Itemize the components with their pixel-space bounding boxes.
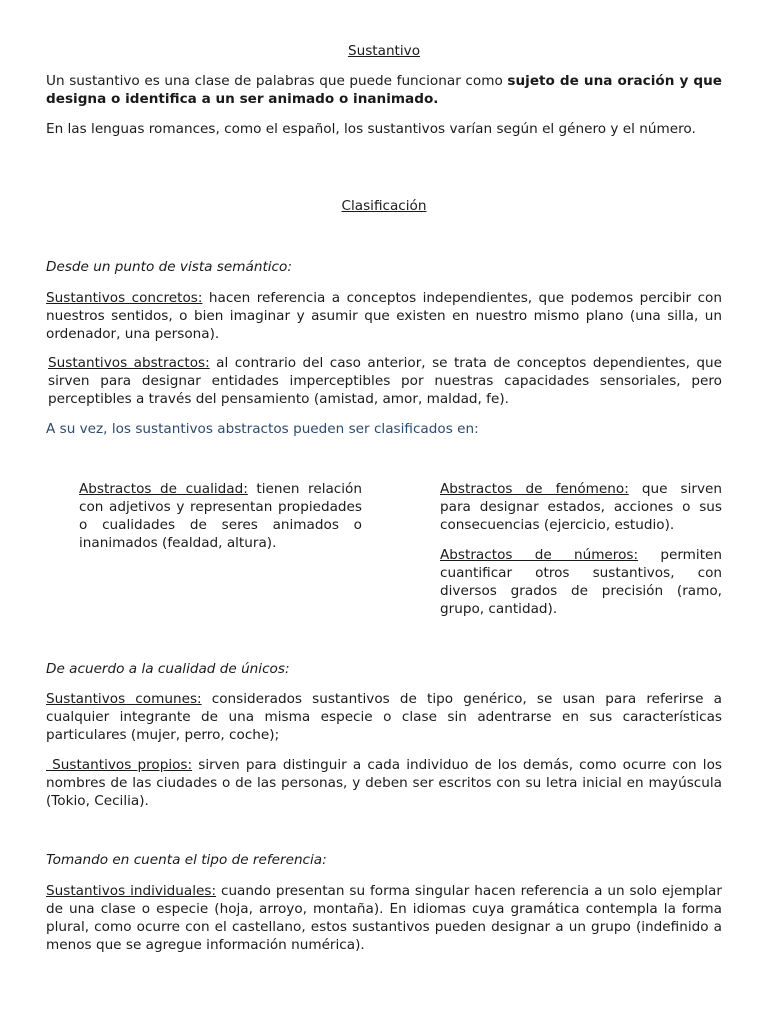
definition-paragraph <box>46 72 722 108</box>
proper-nouns-text: sirven para distinguir a cada individuo de los demás, como ocurre con los nombres de las ciudades o de las personas, y deben ser escritos con su letra inicial en mayúscula (Tokio, Cecilia). <box>46 757 722 809</box>
semantic-heading: Desde un punto de vista semántico: <box>46 259 292 275</box>
abstract-subtypes-intro: A su vez, los sustantivos abstractos pueden ser clasificados en: <box>46 421 479 437</box>
concrete-nouns-paragraph <box>46 289 722 343</box>
uniqueness-heading: De acuerdo a la cualidad de únicos: <box>46 661 290 677</box>
abstract-phenomenon-text: que sirven para designar estados, acciones o sus consecuencias (ejercicio, estudio). <box>440 481 722 533</box>
abstract-nouns-paragraph <box>48 354 722 408</box>
classification-title: Clasificación <box>341 198 427 214</box>
individual-nouns-text: cuando presentan su forma singular hacen referencia a un solo ejemplar de una clase o especie (hoja, arroyo, montaña). En idiomas cuya gramática contempla la forma plural, como ocurre con el castellano, estos sustantivos pueden designar a un grupo (indefinido a menos que se agregue información numérica). <box>46 883 722 953</box>
concrete-nouns-label: Sustantivos concretos: <box>46 290 203 306</box>
abstract-phenomenon-item <box>440 480 722 534</box>
abstract-quality-item <box>79 480 362 552</box>
abstract-numbers-text: permiten cuantificar otros sustantivos, con diversos grados de precisión (ramo, grupo, cantidad). <box>440 547 723 617</box>
reference-heading: Tomando en cuenta el tipo de referencia: <box>46 852 327 868</box>
common-nouns-text: considerados sustantivos de tipo genérico, se usan para referirse a cualquier integrante de una misma especie o clase sin adentrarse en sus características particulares (mujer, perro, coche); <box>46 691 723 743</box>
document-title: Sustantivo <box>347 43 421 59</box>
common-nouns-paragraph <box>46 690 722 744</box>
common-nouns-label: Sustantivos comunes: <box>46 691 202 707</box>
definition-plain-text: Un sustantivo es una clase de palabras que puede funcionar como <box>46 73 508 89</box>
concrete-nouns-text: hacen referencia a conceptos independientes, que podemos percibir con nuestros sentidos, o bien imaginar y asumir que existen en nuestro mismo plano (una silla, un ordenador, una persona). <box>46 290 722 342</box>
romance-languages-paragraph: En las lenguas romances, como el español, los sustantivos varían según el género y el número. <box>46 121 696 137</box>
abstract-nouns-label: Sustantivos abstractos: <box>48 355 210 371</box>
individual-nouns-label: Sustantivos individuales: <box>46 883 217 899</box>
proper-nouns-paragraph <box>46 756 722 810</box>
abstract-numbers-label: Abstractos de números: <box>440 547 639 563</box>
abstract-quality-label: Abstractos de cualidad: <box>79 481 248 497</box>
individual-nouns-paragraph <box>46 882 722 954</box>
abstract-nouns-text: al contrario del caso anterior, se trata de conceptos dependientes, que sirven para designar entidades imperceptibles por nuestras capacidades sensoriales, pero perceptibles a través del pensamiento (amistad, amor, maldad, fe). <box>48 355 722 407</box>
abstract-phenomenon-label: Abstractos de fenómeno: <box>440 481 629 497</box>
definition-bold-text: sujeto de una oración y que designa o identifica a un ser animado o inanimado. <box>46 73 722 107</box>
proper-nouns-label: Sustantivos propios: <box>46 757 193 773</box>
abstract-numbers-item <box>440 546 722 618</box>
abstract-quality-text: tienen relación con adjetivos y representan propiedades o cualidades de seres animados o inanimados (fealdad, altura). <box>79 481 362 551</box>
